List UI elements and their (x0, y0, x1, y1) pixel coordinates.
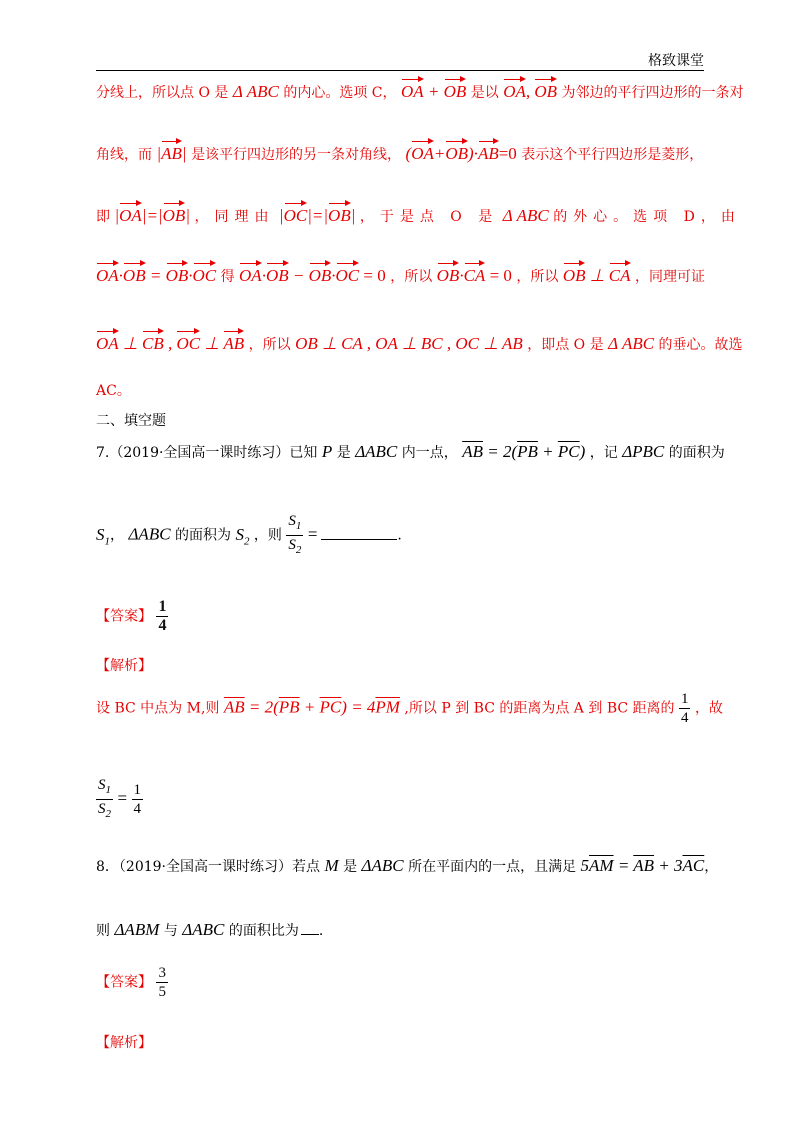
text: 是 (336, 445, 351, 461)
text: 与 (163, 923, 178, 939)
answer-label: 【答案】 (96, 974, 152, 991)
text: ，同理由 (194, 209, 275, 225)
text: ，同理可证 (634, 269, 705, 285)
answer-numerator: 1 (158, 598, 167, 615)
section-title: 二、填空题 (96, 413, 166, 429)
text: 为邻边的平行四边形的一条对 (561, 85, 744, 101)
q7-stem-line-1: 7.（2019·全国高一课时练习）已知 P 是 ΔABC 内一点， $\overline{AB} = 2(\overline{PB} + \overline{PC})$ ，记 ΔPBC 的面积为 (96, 442, 725, 461)
text: 所在平面内的一点，且满足 (408, 859, 577, 875)
text: ，即点 O 是 (527, 337, 604, 353)
text: 角线，而 (96, 147, 152, 163)
text: ，所以 (516, 269, 559, 285)
analysis-label: 【解析】 (96, 658, 152, 674)
text: 的内心。选项 C， (283, 85, 397, 101)
answer-numerator: 3 (158, 965, 166, 981)
answer-fraction (156, 598, 168, 635)
text: 8．（2019·全国高一课时练习）若点 (96, 859, 320, 875)
solution-line-6: AC。 (96, 383, 131, 399)
ratio-fraction: $\frac{S_1}{S_2}$ (98, 777, 111, 820)
text: ，于是点 O 是 (359, 209, 499, 225)
text: 7.（2019·全国高一课时练习）已知 (96, 445, 318, 461)
q7-analysis-label (96, 655, 704, 675)
text: ，故 (694, 700, 723, 717)
solution-line-2: 角线，而 |AB| 是该平行四边形的另一条对角线， (OA+OB)·AB=0 表示这个平行四边形是菱形， (96, 140, 704, 164)
q8-stem-line-1: 8．（2019·全国高一课时练习）若点 M 是 ΔABC 所在平面内的一点，且满足 $5\overline{AM} = \overline{AB} + 3\overline{AC}$， (96, 856, 719, 875)
answer-fraction (156, 964, 168, 1001)
text: 的面积比为 (228, 923, 299, 939)
header-brand: 格致课堂 (648, 53, 704, 69)
text: ，所以 (390, 269, 433, 285)
answer-denominator: 4 (158, 617, 167, 634)
text: 设 BC 中点为 M,则 (96, 700, 220, 717)
text: 内一点， (401, 445, 458, 461)
text: ，所以 (248, 337, 291, 353)
text: 的面积为 (175, 527, 231, 544)
text: 表示这个平行四边形是菱形， (521, 147, 704, 163)
answer-denominator: 5 (158, 984, 166, 1000)
answer-label: 【答案】 (96, 608, 152, 625)
solution-line-5: OA ⊥ CB , OC ⊥ AB ，所以 OB ⊥ CA , OA ⊥ BC , OC ⊥ AB ，即点 O 是 Δ ABC 的垂心。故选 (96, 330, 704, 354)
page-header (96, 48, 704, 71)
q7-solution-line-1: 设 BC 中点为 M,则 $\overline{AB} = 2(\overline{PB} + \overline{PC}) = 4\overline{PM}$ ,所以 P 到 BC 的距离为点 A 到 BC 距离的 $\frac{1}{4}$ ，故 (96, 691, 723, 726)
text: 是该平行四边形的另一条对角线， (191, 147, 402, 163)
q8-analysis-label (96, 1032, 704, 1052)
q7-solution-line-2: $\frac{S_1}{S_2}$ = $\frac{1}{4}$ (96, 776, 704, 823)
text: 得 (220, 269, 235, 285)
answer-blank (321, 539, 397, 540)
solution-line-3: 即 |OA|=|OB| ，同理由 |OC|=|OB| ，于是点 O 是 Δ ABC 的外心。选项 D，由 (96, 202, 704, 226)
text: ，记 (589, 445, 618, 461)
answer-blank (301, 934, 319, 935)
q7-stem-line-2: $S_1$， ΔABC 的面积为 $S_2$ ，则 $\frac{S_1}{S_2}$ = . (96, 512, 704, 559)
text: 是以 (470, 85, 499, 101)
text: 的垂心。故选 (658, 337, 743, 353)
fraction-one-quarter: $\frac{1}{4}$ (133, 782, 141, 817)
text: 是 (343, 859, 358, 875)
text: 则 (96, 923, 110, 939)
q8-stem-line-2: 则 ΔABM 与 ΔABC 的面积比为 . (96, 920, 324, 939)
text: 即 (96, 209, 110, 225)
text: 的外心。选项 D，由 (553, 209, 741, 225)
fraction-one-quarter: $\frac{1}{4}$ (680, 691, 689, 726)
solution-line-4: OA·OB = OB·OC 得 OA·OB − OB·OC = 0 ，所以 OB·CA = 0 ，所以 OB ⊥ CA ，同理可证 (96, 262, 704, 286)
analysis-label: 【解析】 (96, 1035, 152, 1051)
text: ，则 (253, 527, 282, 544)
solution-line-1: 分线上，所以点 O 是 Δ ABC 的内心。选项 C， OA + OB 是以 OA, OB 为邻边的平行四边形的一条对 (96, 78, 704, 102)
q7-answer (96, 598, 704, 635)
q8-answer (96, 964, 704, 1001)
text: 的面积为 (668, 445, 725, 461)
text: ,所以 P 到 BC 的距离为点 A 到 BC 距离的 (404, 700, 675, 717)
text: 分线上，所以点 O 是 (96, 85, 229, 101)
ratio-fraction: $\frac{S_1}{S_2}$ (288, 513, 302, 556)
